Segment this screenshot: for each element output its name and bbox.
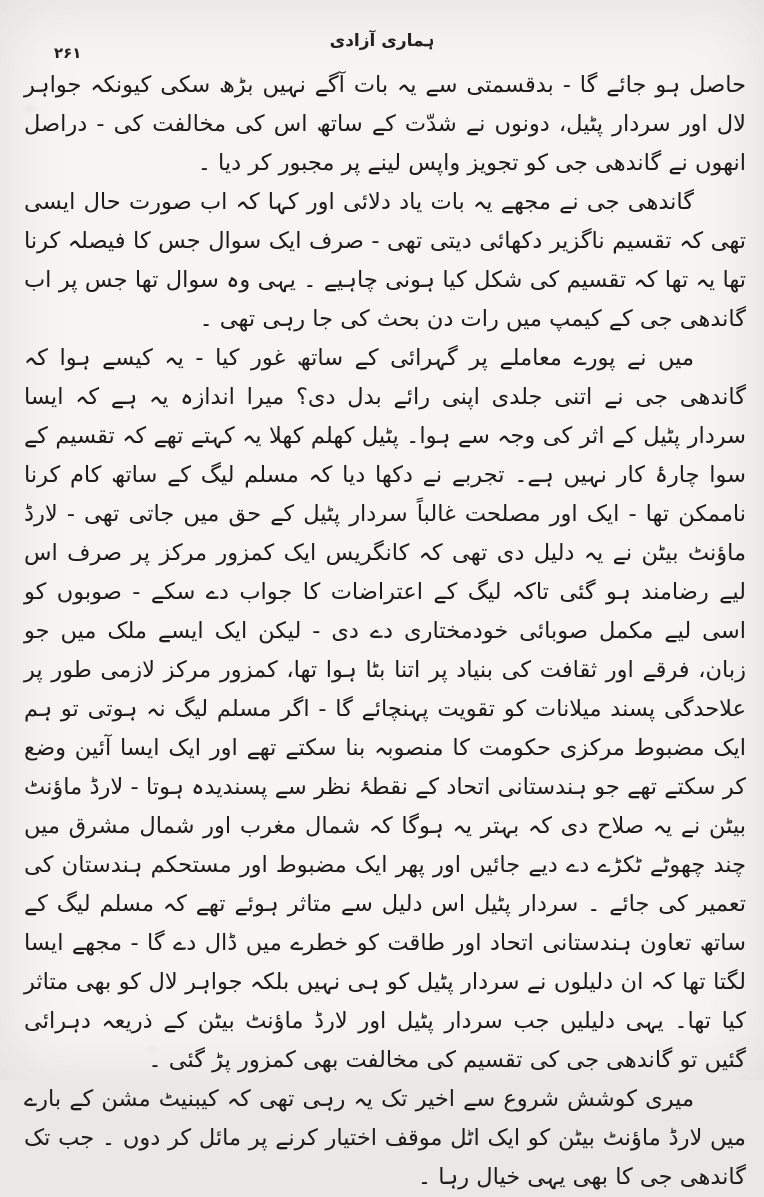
running-title: ہماری آزادی <box>329 31 435 51</box>
scan-artifact <box>148 1047 156 1052</box>
body-paragraph: میں نے پورے معاملے پر گہرائی کے ساتھ غور کیا - یہ کیسے ہوا کہ گاندھی جی نے اتنی جلدی اپنی رائے بدل دی؟ میرا اندازہ یہ ہے کہ ایسا سردار پٹیل کے اثر کی وجہ سے ہوا۔ پٹیل کھلم کھلا یہ کہتے تھے کہ تقسیم کے سوا چارۂ کار نہیں ہے۔ تجربے نے دکھا دیا کہ مسلم لیگ کے ساتھ کام کرنا ناممکن تھا - ایک اور مصلحت غالباً سردار پٹیل کے حق میں جاتی تھی - لارڈ ماؤنٹ بیٹن نے یہ دلیل دی تھی کہ کانگریس ایک کمزور مرکز پر صرف اس لیے رضامند ہو گئی تاکہ لیگ کے اعتراضات کا جواب دے سکے - صوبوں کو اسی لیے مکمل صوبائی خودمختاری دے دی - لیکن ایک ایسے ملک میں جو زبان، فرقے اور ثقافت کی بنیاد پر اتنا بٹا ہوا تھا، کمزور مرکز لازمی طور پر علاحدگی پسند میلانات کو تقویت پہنچائے گا - اگر مسلم لیگ نہ ہوتی تو ہم ایک مضبوط مرکزی حکومت کا منصوبہ بنا سکتے تھے اور ایک ایسا آئین وضع کر سکتے تھے جو ہندستانی اتحاد کے نقطۂ نظر سے پسندیدہ ہوتا - لارڈ ماؤنٹ بیٹن نے یہ صلاح دی کہ بہتر یہ ہوگا کہ شمال مغرب اور شمال مشرق میں چند چھوٹے ٹکڑے دے دیے جائیں اور پھر ایک مضبوط اور مستحکم ہندستان کی تعمیر کی جائے ۔ سردار پٹیل اس دلیل سے متاثر ہوئے تھے کہ مسلم لیگ کے ساتھ تعاون ہندستانی اتحاد اور طاقت کو خطرے میں ڈال دے گا - مجھے ایسا لگتا تھا کہ ان دلیلوں نے سردار پٹیل کو ہی نہیں بلکہ جواہر لال کو بھی متاثر کیا تھا۔ یہی دلیلیں جب سردار پٹیل اور لارڈ ماؤنٹ بیٹن کے ذریعہ دہرائی گئیں تو گاندھی جی کی تقسیم کی مخالفت بھی کمزور پڑ گئی ۔ <box>24 345 746 1073</box>
scan-artifact <box>24 106 34 112</box>
page-number: ۲۶۱ <box>54 44 82 62</box>
body-text-block <box>24 66 746 1197</box>
body-paragraph: میری کوشش شروع سے اخیر تک یہ رہی تھی کہ کیبنیٹ مشن کے بارے میں لارڈ ماؤنٹ بیٹن کو ایک اٹل موقف اختیار کرنے پر مائل کر دوں ۔ جب تک گاندھی جی کا بھی یہی خیال رہا ۔ <box>24 1086 746 1190</box>
body-paragraph: گاندھی جی نے مجھے یہ بات یاد دلائی اور کہا کہ اب صورت حال ایسی تھی کہ تقسیم ناگزیر دکھائی دیتی تھی - صرف ایک سوال جس کا فیصلہ کرنا تھا یہ تھا کہ تقسیم کی شکل کیا ہونی چاہیے ۔ یہی وہ سوال تھا جس پر اب گاندھی جی کے کیمپ میں رات دن بحث کی جا رہی تھی ۔ <box>24 189 746 332</box>
body-paragraph: حاصل ہو جائے گا - بدقسمتی سے یہ بات آگے نہیں بڑھ سکی کیونکہ جواہر لال اور سردار پٹیل، دونوں نے شدّت کے ساتھ اس کی مخالفت کی - دراصل انھوں نے گاندھی جی کو تجویز واپس لینے پر مجبور کر دیا ۔ <box>24 72 746 176</box>
